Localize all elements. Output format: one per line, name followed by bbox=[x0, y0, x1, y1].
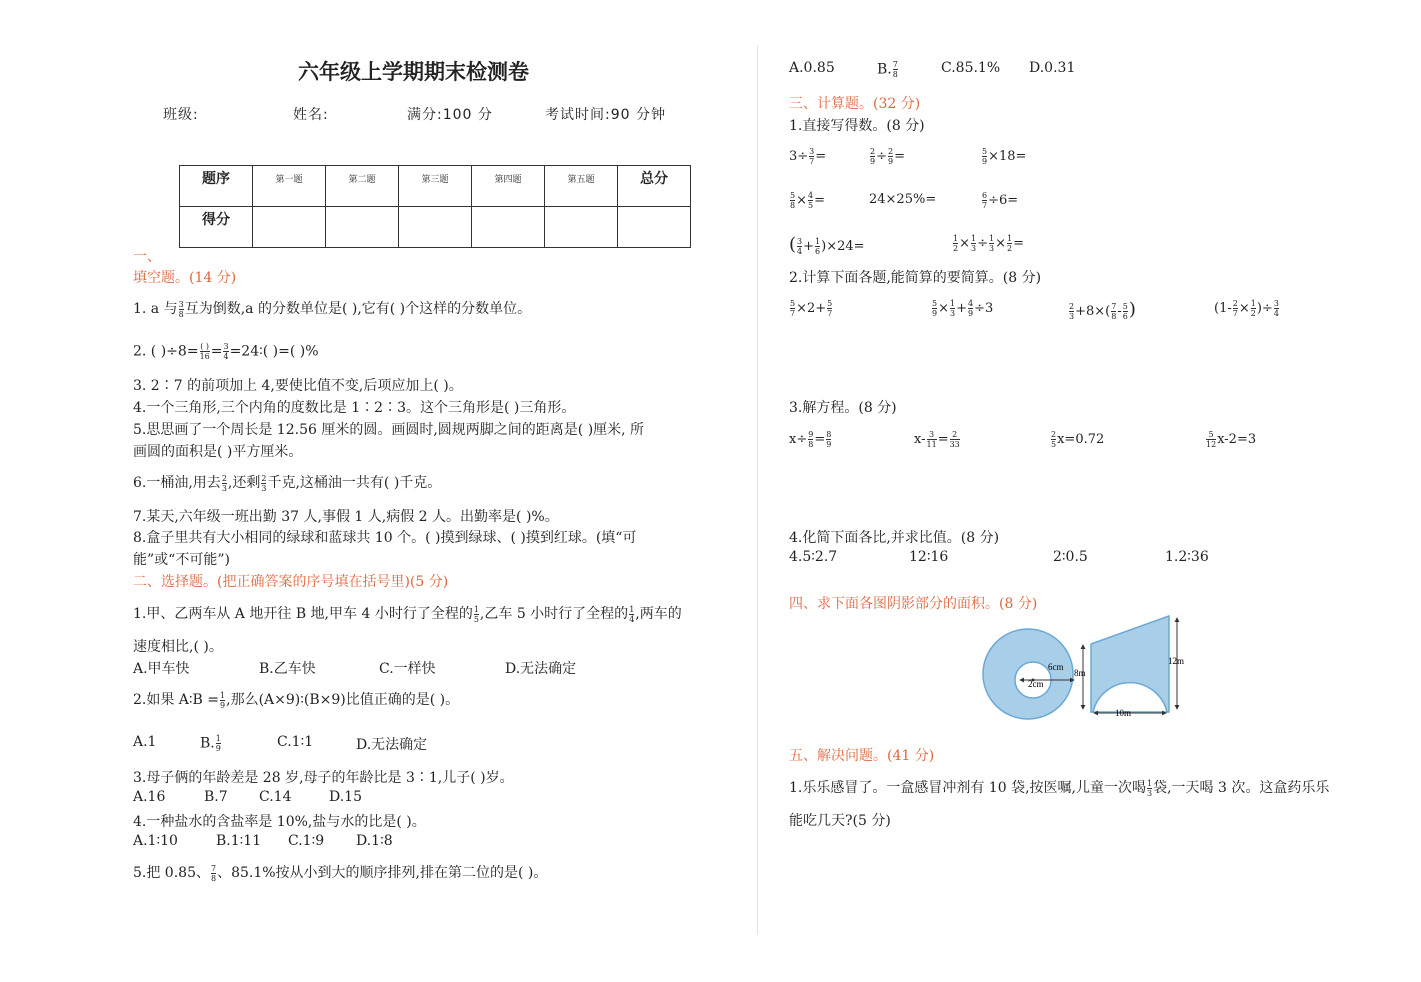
calc-part-1-title: 1.直接写得数。(8 分) bbox=[789, 118, 925, 134]
equation-3: $\frac{2}{5}$ x=0.72 bbox=[1051, 430, 1105, 449]
section-2-title: 二、选择题。(把正确答案的序号填在括号里)(5 分) bbox=[133, 574, 449, 590]
label-10m: 10m bbox=[1115, 708, 1132, 718]
fraction: $\frac{6}{7}$ bbox=[982, 191, 988, 210]
choice-5-option-c[interactable]: C.85.1% bbox=[941, 60, 1001, 76]
calc-1-expr-1: 3÷ $\frac{3}{7}$ = bbox=[789, 147, 827, 166]
fraction: $\frac{1}{4}$ bbox=[629, 604, 635, 624]
section-3-title: 三、计算题。(32 分) bbox=[789, 96, 921, 112]
fraction: $\frac{5}{7}$ bbox=[827, 299, 833, 318]
fraction: $\frac{2}{5}$ bbox=[1051, 430, 1057, 449]
question-3: 3. 2∶7 的前项加上 4,要使比值不变,后项应加上( )。 bbox=[133, 378, 463, 394]
fraction: $\frac{7}{8}$ bbox=[210, 863, 217, 883]
score-cell-blank[interactable] bbox=[618, 207, 691, 248]
calc-2-expr-3: $\frac{2}{3}$ +8×( $\frac{7}{8}$ - $\frac{5}{6}$ ) bbox=[1069, 299, 1136, 321]
question-5-line-1: 5.思思画了一个周长是 12.56 厘米的圆。画圆时,圆规两脚之间的距离是( )厘米, 所 bbox=[133, 422, 645, 438]
name-label: 姓名: bbox=[293, 107, 329, 123]
fraction: $\frac{1}{5}$ bbox=[473, 604, 479, 624]
shaded-area-figure bbox=[978, 612, 1198, 722]
section-1-number: 一、 bbox=[133, 249, 161, 265]
score-cell-blank[interactable] bbox=[253, 207, 326, 248]
calc-1-expr-4: $\frac{5}{8}$ × $\frac{4}{5}$ = bbox=[790, 191, 825, 210]
choice-3-option-a[interactable]: A.16 bbox=[133, 789, 166, 805]
choice-2-option-b[interactable]: B. $\frac{1}{9}$ bbox=[200, 734, 221, 753]
fraction: $\frac{2}{3}$ bbox=[221, 473, 227, 493]
score-cell-header: 总分 bbox=[618, 166, 691, 207]
word-problem-1-line-2: 能吃几天?(5 分) bbox=[789, 813, 891, 829]
score-table-header-row bbox=[180, 166, 691, 207]
choice-5-option-b[interactable]: B. $\frac{7}{8}$ bbox=[877, 60, 898, 79]
q1-text-b: 互为倒数,a 的分数单位是( ),它有( )个这样的分数单位。 bbox=[184, 301, 532, 317]
equation-4: $\frac{5}{12}$ x-2=3 bbox=[1206, 430, 1257, 449]
choice-5-option-a[interactable]: A.0.85 bbox=[789, 60, 835, 76]
fraction: $\frac{1}{2}$ bbox=[1250, 299, 1256, 318]
fraction: $\frac{9}{8}$ bbox=[808, 430, 814, 449]
score-cell-blank[interactable] bbox=[472, 207, 545, 248]
class-label: 班级: bbox=[163, 107, 199, 123]
ratio-4: 1.2∶36 bbox=[1165, 549, 1209, 565]
choice-1-line-1: 1.甲、乙两车从 A 地开往 B 地,甲车 4 小时行了全程的 $\frac{1}{5}$ ,乙车 5 小时行了全程的 $\frac{1}{4}$ ,两车的 bbox=[133, 604, 682, 624]
choice-3-option-b[interactable]: B.7 bbox=[204, 789, 228, 805]
fraction: $\frac{5}{12}$ bbox=[1206, 430, 1217, 449]
calc-1-expr-5: 24×25%= bbox=[869, 192, 937, 207]
fraction: $\frac{4}{9}$ bbox=[968, 299, 974, 318]
page-divider bbox=[757, 45, 758, 935]
score-row-label: 得分 bbox=[180, 207, 253, 248]
calc-part-3-title: 3.解方程。(8 分) bbox=[789, 400, 897, 416]
label-8m: 8m bbox=[1074, 668, 1086, 678]
calc-2-expr-1: $\frac{5}{7}$ ×2+ $\frac{5}{7}$ bbox=[790, 299, 833, 318]
fraction: $\frac{2}{9}$ bbox=[888, 147, 894, 166]
question-8-line-1: 8.盒子里共有大小相同的绿球和蓝球共 10 个。( )摸到绿球、( )摸到红球。(填“可 bbox=[133, 530, 637, 546]
score-cell-header: 第三题 bbox=[399, 166, 472, 207]
fraction: $\frac{7}{8}$ bbox=[892, 60, 898, 79]
ratio-1: 4.5∶2.7 bbox=[789, 549, 838, 565]
question-4: 4.一个三角形,三个内角的度数比是 1∶2∶3。这个三角形是( )三角形。 bbox=[133, 400, 576, 416]
fraction: $\frac{1}{9}$ bbox=[215, 734, 221, 753]
fraction: $\frac{1}{6}$ bbox=[815, 237, 821, 256]
question-6: 6.一桶油,用去 $\frac{2}{3}$ ,还剩 $\frac{2}{3}$ 千克,这桶油一共有( )千克。 bbox=[133, 473, 442, 493]
fraction: $\frac{7}{8}$ bbox=[1111, 302, 1117, 321]
fraction: $\frac{1}{2}$ bbox=[953, 234, 959, 253]
equation-1: x÷ $\frac{9}{8}$ = $\frac{8}{9}$ bbox=[789, 430, 832, 449]
fraction: $\frac{1}{3}$ bbox=[989, 234, 995, 253]
fraction: $\frac{2}{3}$ bbox=[1069, 302, 1075, 321]
choice-5: 5.把 0.85、 $\frac{7}{8}$ 、85.1%按从小到大的顺序排列,排在第二位的是( )。 bbox=[133, 863, 548, 883]
word-problem-1-line-1: 1.乐乐感冒了。一盒感冒冲剂有 10 袋,按医嘱,儿童一次喝 $\frac{1}{3}$ 袋,一天喝 3 次。这盒药乐乐 bbox=[789, 778, 1330, 798]
choice-3-option-c[interactable]: C.14 bbox=[259, 789, 292, 805]
choice-2-option-a[interactable]: A.1 bbox=[133, 734, 157, 750]
choice-3: 3.母子俩的年龄差是 28 岁,母子的年龄比是 3∶1,儿子( )岁。 bbox=[133, 770, 514, 786]
score-table-score-row bbox=[180, 207, 691, 248]
full-score: 满分:100 分 bbox=[407, 107, 493, 123]
fraction: ( ) 16 bbox=[199, 342, 210, 361]
choice-2: 2.如果 A∶B = $\frac{1}{9}$ ,那么(A×9)∶(B×9)比值正确的是( )。 bbox=[133, 690, 460, 710]
fraction: $\frac{3}{4}$ bbox=[223, 342, 229, 361]
score-cell-header: 第五题 bbox=[545, 166, 618, 207]
calc-1-expr-8: $\frac{1}{2}$ × $\frac{1}{3}$ ÷ $\frac{1}{3}$ × $\frac{1}{2}$ = bbox=[953, 234, 1024, 253]
fraction: $\frac{5}{8}$ bbox=[790, 191, 796, 210]
calc-part-2-title: 2.计算下面各题,能简算的要简算。(8 分) bbox=[789, 270, 1042, 286]
score-cell-header: 第二题 bbox=[326, 166, 399, 207]
fraction: $\frac{3}{4}$ bbox=[797, 237, 803, 256]
choice-4-option-b[interactable]: B.1∶11 bbox=[216, 833, 262, 849]
calc-2-expr-4: (1- $\frac{2}{7}$ × $\frac{1}{2}$ )÷ $\frac{3}{4}$ bbox=[1214, 299, 1279, 318]
fraction: $\frac{2}{3}$ bbox=[261, 473, 267, 493]
choice-2-option-c[interactable]: C.1∶1 bbox=[277, 734, 314, 750]
fraction: $\frac{2}{33}$ bbox=[949, 430, 960, 449]
section-5-title: 五、解决问题。(41 分) bbox=[789, 748, 935, 764]
choice-2-option-d[interactable]: D.无法确定 bbox=[356, 737, 428, 753]
fraction: $\frac{1}{2}$ bbox=[1007, 234, 1013, 253]
fraction: $\frac{3}{11}$ bbox=[926, 430, 937, 449]
ratio-2: 12∶16 bbox=[909, 549, 949, 565]
ratio-3: 2∶0.5 bbox=[1053, 549, 1088, 565]
choice-1-line-2: 速度相比,( )。 bbox=[133, 639, 223, 655]
choice-4-option-c[interactable]: C.1∶9 bbox=[288, 833, 325, 849]
question-5-line-2: 画圆的面积是( )平方厘米。 bbox=[133, 444, 303, 460]
equation-2: x- $\frac{3}{11}$ = $\frac{2}{33}$ bbox=[914, 430, 960, 449]
fraction: $\frac{3}{4}$ bbox=[1273, 299, 1279, 318]
calc-2-expr-2: $\frac{5}{9}$ × $\frac{1}{3}$ + $\frac{4}{9}$ ÷3 bbox=[932, 299, 994, 318]
page-title: 六年级上学期期末检测卷 bbox=[298, 60, 529, 84]
label-12m: 12m bbox=[1168, 656, 1185, 666]
calc-1-expr-2: $\frac{2}{9}$ ÷ $\frac{2}{9}$ = bbox=[870, 147, 905, 166]
score-cell-blank[interactable] bbox=[399, 207, 472, 248]
exam-time: 考试时间:90 分钟 bbox=[545, 107, 666, 123]
q2-text-b: =24∶( )=( )% bbox=[229, 343, 319, 360]
choice-3-option-d[interactable]: D.15 bbox=[329, 789, 362, 805]
question-7: 7.某天,六年级一班出勤 37 人,事假 1 人,病假 2 人。出勤率是( )%。 bbox=[133, 509, 559, 525]
fraction: $\frac{2}{9}$ bbox=[870, 147, 876, 166]
calc-1-expr-7: ( $\frac{3}{4}$ + $\frac{1}{6}$ )×24= bbox=[789, 234, 865, 256]
choice-4-option-d[interactable]: D.1∶8 bbox=[356, 833, 393, 849]
q2-text-a: 2. ( )÷8= bbox=[133, 343, 199, 360]
choice-1-option-a[interactable]: A.甲车快 bbox=[133, 661, 190, 677]
choice-1-option-d[interactable]: D.无法确定 bbox=[505, 661, 577, 677]
section-4-title: 四、求下面各图阴影部分的面积。(8 分) bbox=[789, 596, 1038, 612]
score-cell-header: 第一题 bbox=[253, 166, 326, 207]
fraction: $\frac{1}{3}$ bbox=[971, 234, 977, 253]
fraction: $\frac{5}{6}$ bbox=[1122, 302, 1128, 321]
calc-1-expr-6: $\frac{6}{7}$ ÷6= bbox=[982, 191, 1019, 210]
score-cell-blank[interactable] bbox=[326, 207, 399, 248]
fraction: $\frac{8}{9}$ bbox=[826, 430, 832, 449]
fraction: $\frac{5}{9}$ bbox=[932, 299, 938, 318]
fraction: $\frac{3}{7}$ bbox=[809, 147, 815, 166]
fraction: $\frac{2}{7}$ bbox=[1232, 299, 1238, 318]
choice-1-option-b[interactable]: B.乙车快 bbox=[259, 661, 316, 677]
fraction: $\frac{5}{7}$ bbox=[790, 299, 796, 318]
label-6cm: 6cm bbox=[1048, 662, 1064, 672]
choice-4: 4.一种盐水的含盐率是 10%,盐与水的比是( )。 bbox=[133, 814, 426, 830]
label-2cm: 2cm bbox=[1028, 679, 1044, 689]
score-cell-header: 第四题 bbox=[472, 166, 545, 207]
choice-4-option-a[interactable]: A.1∶10 bbox=[133, 833, 178, 849]
calc-part-4-title: 4.化简下面各比,并求比值。(8 分) bbox=[789, 530, 1000, 546]
score-cell-blank[interactable] bbox=[545, 207, 618, 248]
choice-5-option-d[interactable]: D.0.31 bbox=[1029, 60, 1076, 76]
fraction: $\frac{1}{3}$ bbox=[950, 299, 956, 318]
fraction: $\frac{1}{9}$ bbox=[220, 690, 226, 710]
fraction: $\frac{4}{5}$ bbox=[808, 191, 814, 210]
fraction: $\frac{3}{8}$ bbox=[178, 299, 184, 319]
section-1-title: 填空题。(14 分) bbox=[133, 270, 237, 286]
q1-text-a: 1. a 与 bbox=[133, 301, 178, 317]
fraction: $\frac{5}{9}$ bbox=[982, 147, 988, 166]
calc-1-expr-3: $\frac{5}{9}$ ×18= bbox=[982, 147, 1027, 166]
fraction: $\frac{1}{3}$ bbox=[1146, 778, 1153, 798]
question-8-line-2: 能”或“不可能”) bbox=[133, 552, 230, 568]
choice-1-option-c[interactable]: C.一样快 bbox=[379, 661, 436, 677]
score-cell-header: 题序 bbox=[180, 166, 253, 207]
question-2: 2. ( )÷8= ( ) 16 = $\frac{3}{4}$ =24∶( )=( )% bbox=[133, 342, 319, 361]
question-1 bbox=[133, 298, 531, 319]
score-table bbox=[179, 165, 691, 248]
